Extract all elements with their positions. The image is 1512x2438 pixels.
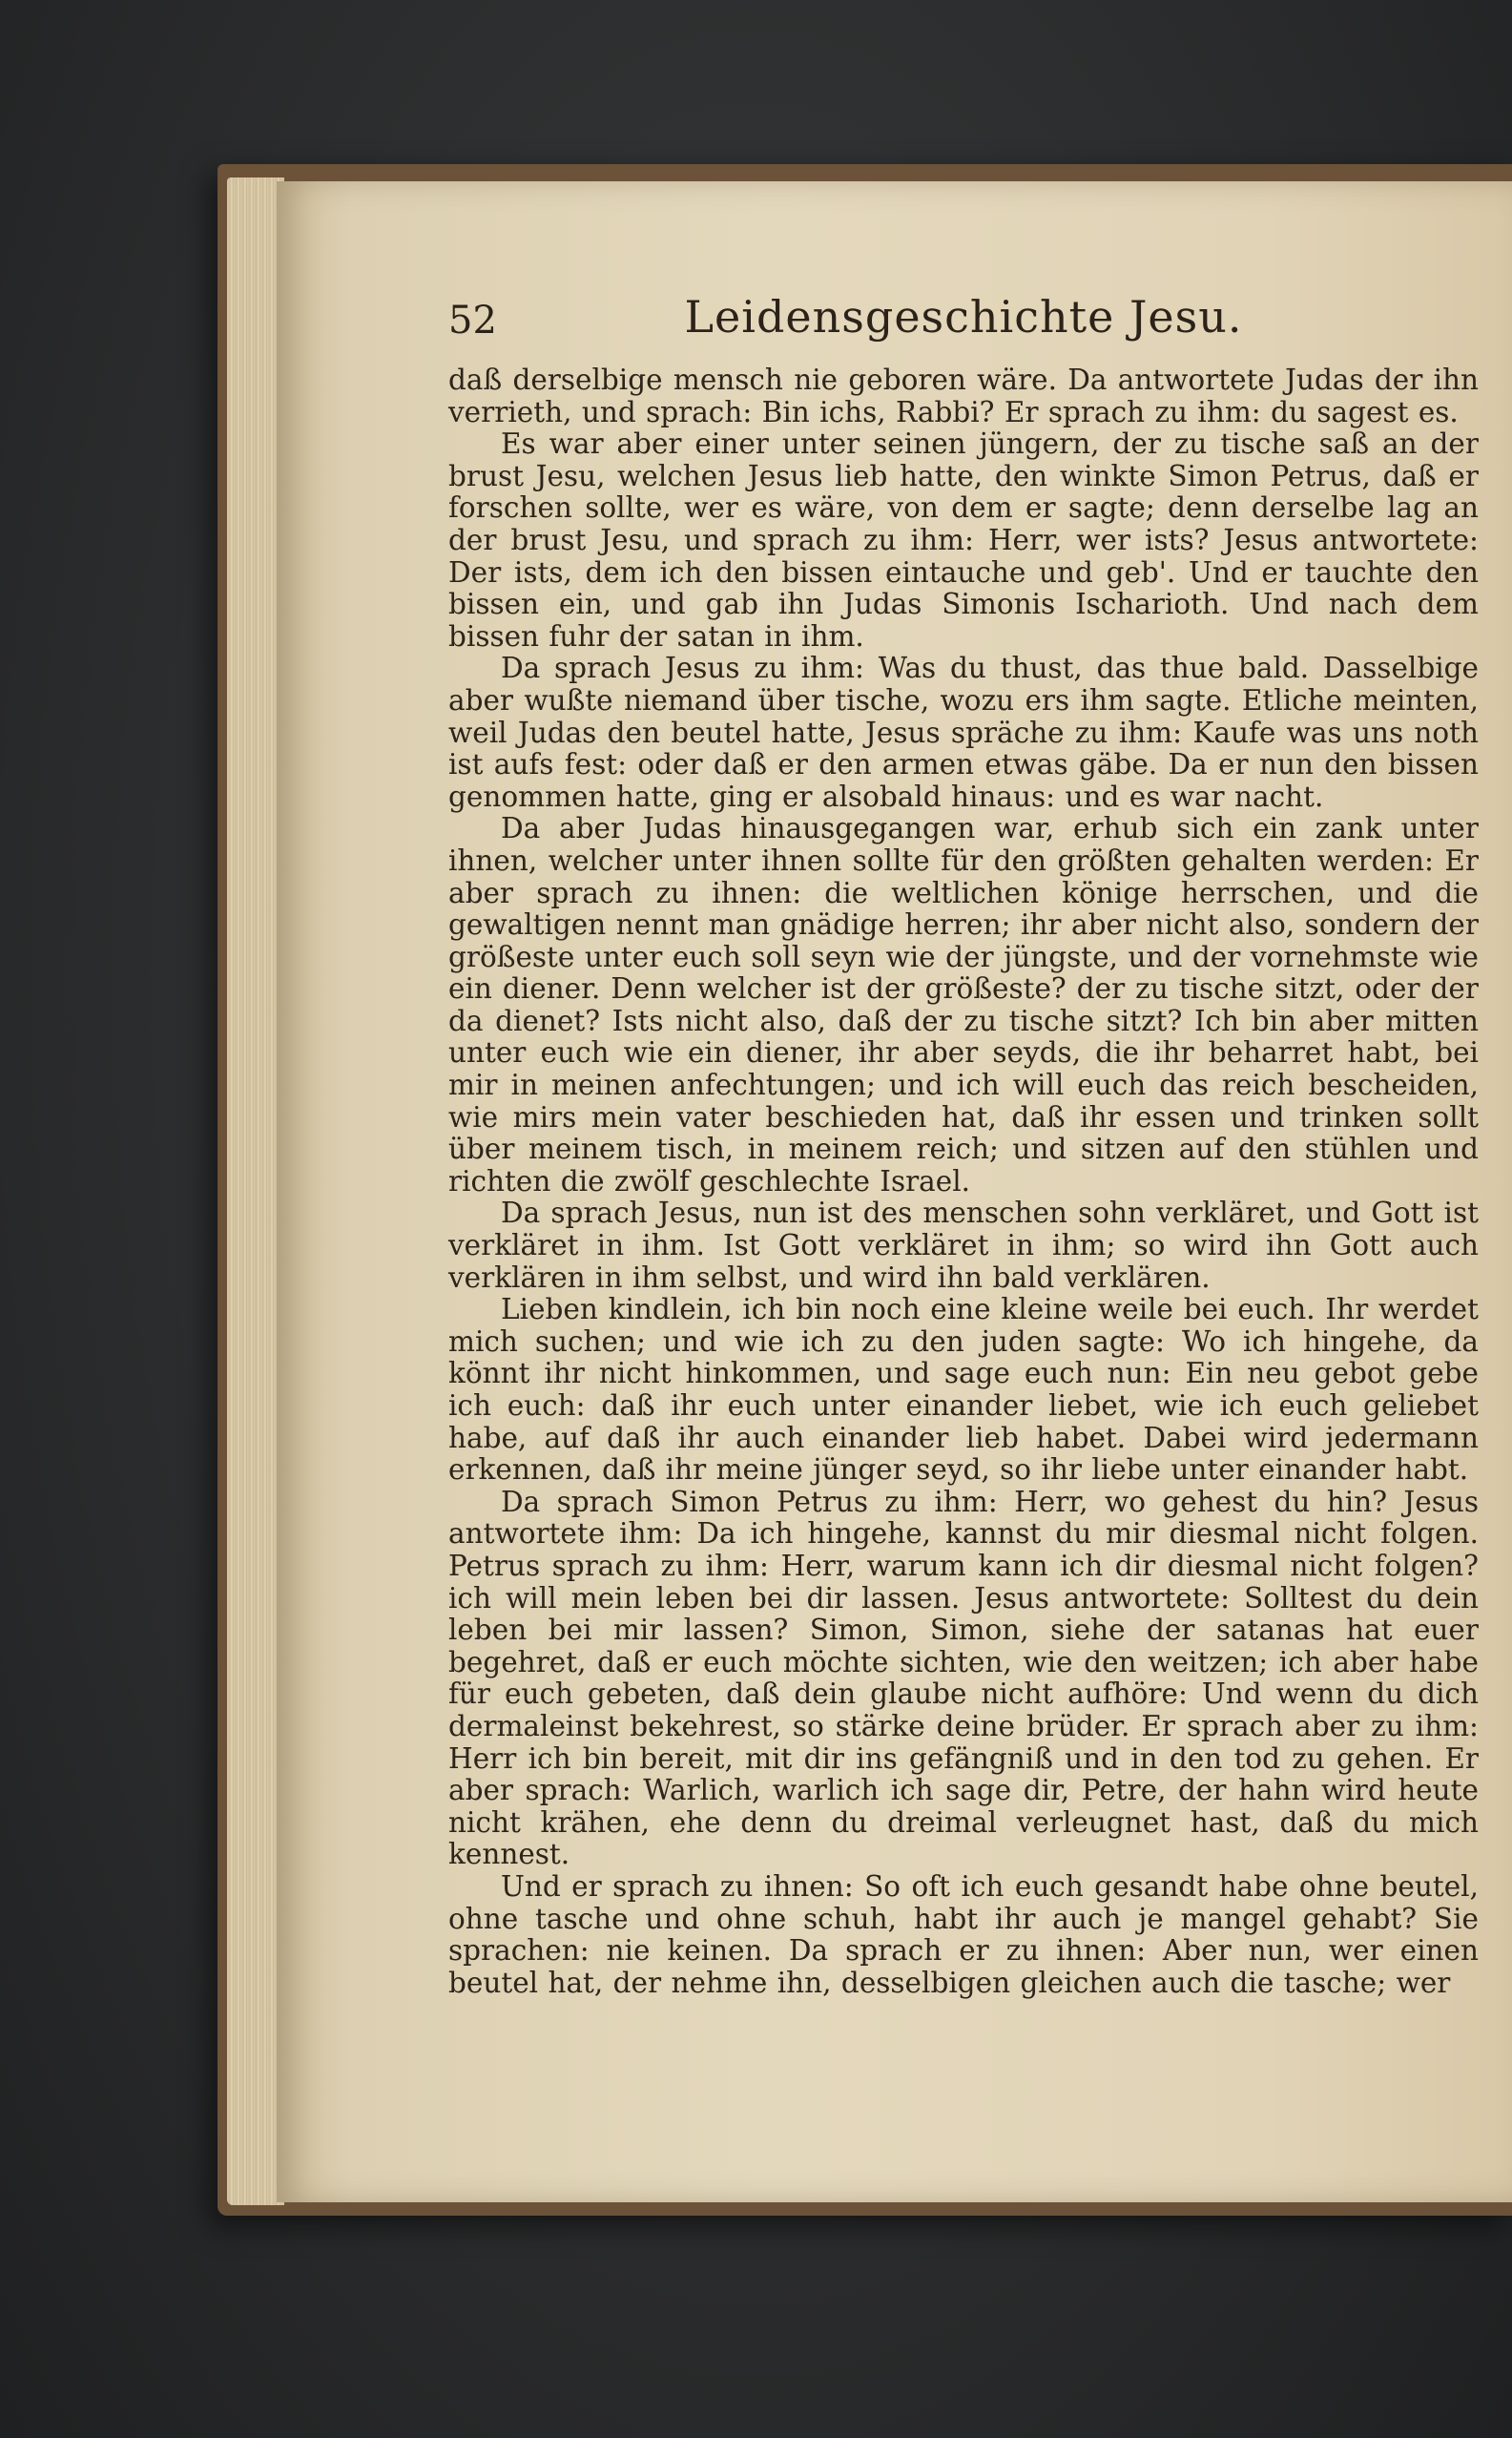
page-header [448, 291, 1479, 358]
paragraph: Da sprach Jesus zu ihm: Was du thust, das thue bald. Dasselbige aber wußte niemand über tische, wozu ers ihm sagte. Etliche meinten, weil Judas den beutel hatte, Jesus spräche zu ihm: Kaufe was uns noth ist aufs fest: oder daß er den armen etwas gäbe. Da er nun den bissen genommen hatte, ging er alsobald hinaus: und es war nacht. [448, 652, 1479, 813]
paragraph: Und er sprach zu ihnen: So oft ich euch gesandt habe ohne beutel, ohne tasche und ohne schuh, habt ihr auch je mangel gehabt? Sie sprachen: nie keinen. Da sprach er zu ihnen: Aber nun, wer einen beutel hat, der nehme ihn, desselbigen gleichen auch die tasche; wer [448, 1869, 1479, 1999]
page-body-text [448, 365, 1479, 1999]
page-number: 52 [448, 299, 497, 343]
book-page [277, 181, 1512, 2202]
running-title: Leidensgeschichte Jesu. [684, 291, 1243, 343]
paragraph: Da sprach Jesus, nun ist des menschen sohn verkläret, und Gott ist verkläret in ihm. Ist Gott verkläret in ihm; so wird ihn Gott auch verklären in ihm selbst, und wird ihn bald verklären. [448, 1197, 1479, 1294]
paragraph: Es war aber einer unter seinen jüngern, der zu tische saß an der brust Jesu, welchen Jesus lieb hatte, den winkte Simon Petrus, daß er forschen sollte, wer es wäre, von dem er sagte; denn derselbe lag an der brust Jesu, und sprach zu ihm: Herr, wer ists? Jesus antwortete: Der ists, dem ich den bissen eintauche und geb'. Und er tauchte den bissen ein, und gab ihn Judas Simonis Ischarioth. Und nach dem bissen fuhr der satan in ihm. [448, 427, 1479, 653]
paragraph: daß derselbige mensch nie geboren wäre. Da antwortete Judas der ihn verrieth, und sprach: Bin ichs, Rabbi? Er sprach zu ihm: du sagest es. [448, 364, 1479, 428]
paragraph: Lieben kindlein, ich bin noch eine kleine weile bei euch. Ihr werdet mich suchen; und wie ich zu den juden sagte: Wo ich hingehe, da könnt ihr nicht hinkommen, und sage euch nun: Ein neu gebot gebe ich euch: daß ihr euch unter einander liebet, wie ich euch geliebet habe, auf daß ihr auch einander lieb habet. Dabei wird jedermann erkennen, daß ihr meine jünger seyd, so ihr liebe unter einander habt. [448, 1293, 1479, 1487]
paragraph: Da aber Judas hinausgegangen war, erhub sich ein zank unter ihnen, welcher unter ihnen sollte für den größten gehalten werden: Er aber sprach zu ihnen: die weltlichen könige herrschen, und die gewaltigen nennt man gnädige herren; ihr aber nicht also, sondern der größeste unter euch soll seyn wie der jüngste, und der vornehmste wie ein diener. Denn welcher ist der größeste? der zu tische sitzt, oder der da dienet? Ists nicht also, daß der zu tische sitzt? Ich bin aber mitten unter euch wie ein diener, ihr aber seyds, die ihr beharret habt, bei mir in meinen anfechtungen; und ich will euch das reich bescheiden, wie mirs mein vater beschieden hat, daß ihr essen und trinken sollt über meinem tisch, in meinem reich; und sitzen auf den stühlen und richten die zwölf geschlechte Israel. [448, 812, 1479, 1198]
page-edges [227, 177, 284, 2205]
paragraph: Da sprach Simon Petrus zu ihm: Herr, wo gehest du hin? Jesus antwortete ihm: Da ich hingehe, kannst du mir diesmal nicht folgen. Petrus sprach zu ihm: Herr, warum kann ich dir diesmal nicht folgen? ich will mein leben bei dir lassen. Jesus antwortete: Solltest du dein leben bei mir lassen? Simon, Simon, siehe der satanas hat euer begehret, daß er euch möchte sichten, wie den weitzen; ich aber habe für euch gebeten, daß dein glaube nicht aufhöre: Und wenn du dich dermaleinst bekehrest, so stärke deine brüder. Er sprach aber zu ihm: Herr ich bin bereit, mit dir ins gefängniß und in den tod zu gehen. Er aber sprach: Warlich, warlich ich sage dir, Petre, der hahn wird heute nicht krähen, ehe denn du dreimal verleugnet hast, daß du mich kennest. [448, 1485, 1479, 1871]
